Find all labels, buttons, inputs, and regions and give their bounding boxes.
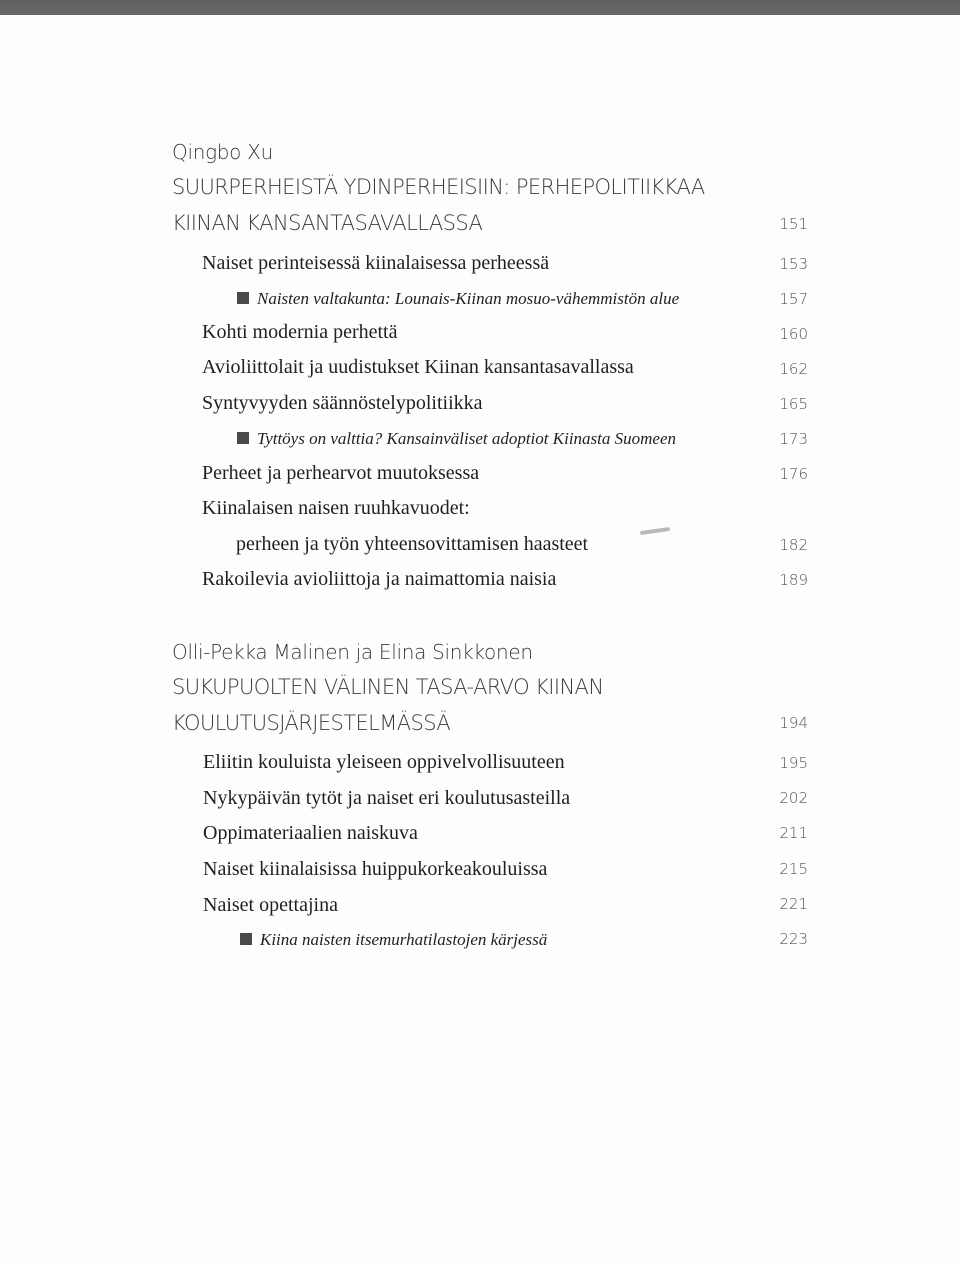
toc-entry: Oppimateriaalien naiskuva [203,822,418,844]
toc-entry: Nykypäivän tytöt ja naiset eri koulutusasteilla [203,787,571,809]
section-title-line: KIINAN KANSANTASAVALLASSA [172,211,483,235]
toc-page-number: 215 [779,860,808,878]
square-bullet-icon [240,933,252,945]
section-author: Olli-Pekka Malinen ja Elina Sinkkonen [172,640,533,664]
toc-entry: Kohti modernia perhettä [202,321,398,343]
toc-box-entry-text: Naisten valtakunta: Lounais-Kiinan mosuo-vähemmistön alue [257,289,680,308]
toc-page-number: 176 [779,465,808,483]
toc-page-number: 221 [779,895,808,913]
toc-page-number: 153 [779,255,808,273]
toc-entry: Syntyvyyden säännöstelypolitiikka [202,392,483,414]
toc-page-number: 223 [779,930,808,948]
toc-box-entry [237,289,679,309]
toc-box-entry [237,429,676,449]
toc-entry: Avioliittolait ja uudistukset Kiinan kansantasavallassa [202,356,634,378]
square-bullet-icon [237,292,249,304]
section-title-line: SUURPERHEISTÄ YDINPERHEISIIN: PERHEPOLITIIKKAA [172,175,705,199]
scan-top-edge [0,0,960,15]
toc-entry: Naiset kiinalaisissa huippukorkeakouluissa [203,858,548,880]
toc-box-entry [240,930,547,950]
section-author: Qingbo Xu [172,140,273,164]
toc-entry-continuation: perheen ja työn yhteensovittamisen haasteet [236,533,589,555]
section-title-line: SUKUPUOLTEN VÄLINEN TASA-ARVO KIINAN [172,675,604,699]
toc-page-number: 189 [779,571,808,589]
toc-entry: Naiset opettajina [203,894,338,916]
toc-page-number: 211 [779,824,808,842]
toc-page-number: 157 [779,290,808,308]
scan-smudge [640,527,670,535]
section-title-line: KOULUTUSJÄRJESTELMÄSSÄ [172,711,451,735]
toc-page-number: 195 [779,754,808,772]
toc-page-number: 182 [779,536,808,554]
section-page-number: 194 [779,714,808,732]
toc-page-number: 173 [779,430,808,448]
toc-page-number: 160 [779,325,808,343]
toc-page [0,15,960,1266]
toc-box-entry-text: Tyttöys on valttia? Kansainväliset adoptiot Kiinasta Suomeen [257,429,676,448]
toc-entry: Rakoilevia avioliittoja ja naimattomia naisia [202,568,557,590]
section-page-number: 151 [779,215,808,233]
toc-page-number: 165 [779,395,808,413]
toc-entry: Kiinalaisen naisen ruuhkavuodet: [202,497,470,519]
toc-entry: Eliitin kouluista yleiseen oppivelvollisuuteen [203,751,565,773]
toc-entry: Perheet ja perhearvot muutoksessa [202,462,480,484]
toc-entry: Naiset perinteisessä kiinalaisessa perheessä [202,252,550,274]
toc-page-number: 162 [779,360,808,378]
square-bullet-icon [237,432,249,444]
toc-page-number: 202 [779,789,808,807]
toc-box-entry-text: Kiina naisten itsemurhatilastojen kärjessä [260,930,548,949]
